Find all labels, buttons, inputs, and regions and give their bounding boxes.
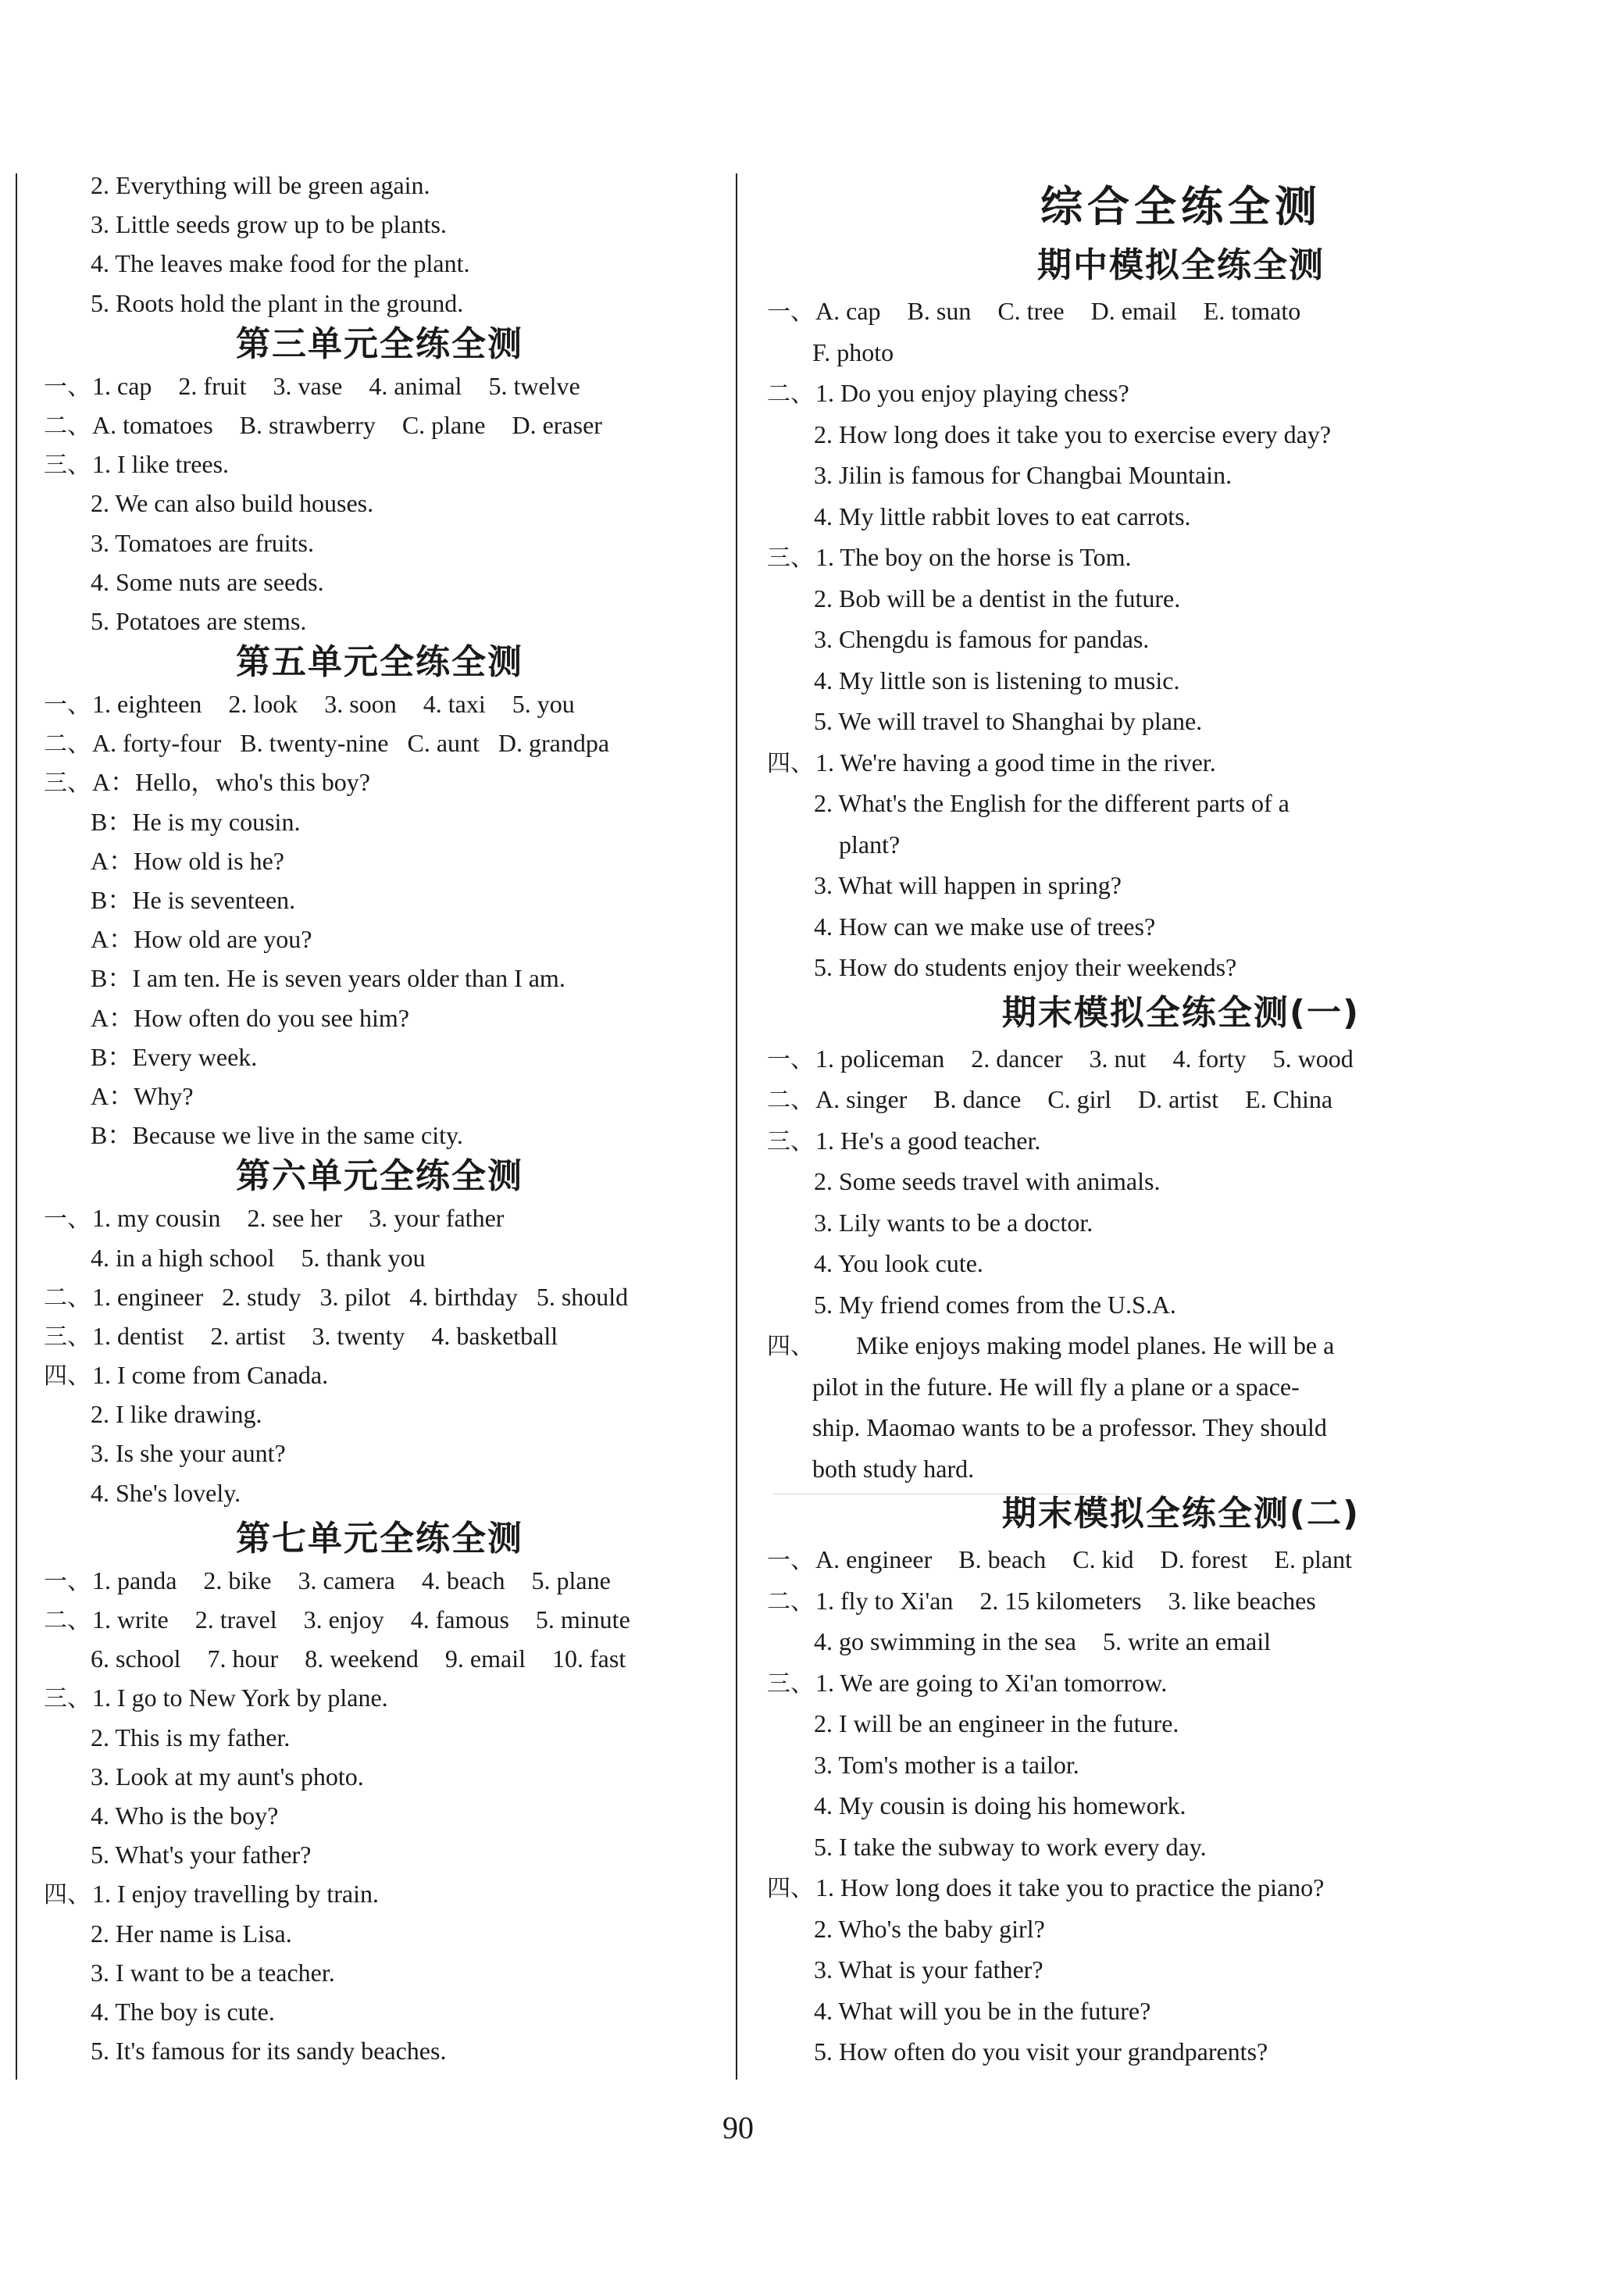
- answer-line: 3. I want to be a teacher.: [91, 1958, 335, 1987]
- answer-item: 2. 15 kilometers: [979, 1586, 1142, 1615]
- unit7-section: [44, 1517, 715, 2070]
- answer-line: [44, 1678, 715, 1717]
- answer-item: 1. The boy on the horse is Tom.: [815, 543, 1132, 571]
- page-number: 90: [722, 2110, 754, 2145]
- answer-line: 2. We can also build houses.: [91, 489, 374, 518]
- answer-line: [44, 1316, 715, 1355]
- answer-item: 1. We are going to Xi'an tomorrow.: [815, 1668, 1168, 1697]
- answer-line: 2. Her name is Lisa.: [91, 1919, 292, 1948]
- answer-item: 5. write an email: [1102, 1627, 1271, 1655]
- answer-item: 4. beach: [421, 1566, 505, 1594]
- answer-line: 3. What is your father?: [814, 1955, 1043, 1984]
- answer-item: A. singer: [815, 1085, 908, 1113]
- answer-line: 4. You look cute.: [814, 1249, 983, 1277]
- question-marker: 三、: [767, 1669, 814, 1698]
- answer-line: [44, 1600, 715, 1639]
- answer-item: 1. eighteen: [92, 690, 202, 719]
- answer-item: E. plant: [1274, 1545, 1352, 1573]
- answer-line: 4. The leaves make food for the plant.: [91, 249, 470, 278]
- answer-line: [44, 1639, 715, 1678]
- answer-line: [767, 373, 1595, 414]
- answer-line: [44, 1238, 715, 1277]
- answer-item: 1. How long does it take you to practice the piano?: [815, 1873, 1325, 1901]
- question-marker: 一、: [44, 1567, 91, 1595]
- answer-line: [767, 1539, 1595, 1580]
- answer-item: D. grandpa: [498, 729, 610, 758]
- left-column: [44, 166, 715, 2070]
- question-marker: 二、: [767, 380, 814, 408]
- dialogue-line: B：Every week.: [91, 1042, 258, 1071]
- answer-item: 1. I come from Canada.: [92, 1361, 329, 1390]
- answer-line: [767, 1867, 1595, 1909]
- answer-item: 1. panda: [92, 1566, 177, 1594]
- answer-line: 5. How often do you visit your grandparents?: [814, 2037, 1268, 2066]
- answer-item: 1. write: [92, 1605, 169, 1634]
- answer-line: 2. I will be an engineer in the future.: [814, 1709, 1179, 1737]
- answer-line: 3. What will happen in spring?: [814, 871, 1122, 899]
- question-marker: 一、: [767, 1045, 814, 1073]
- dialogue-line: A：How old is he?: [91, 846, 284, 875]
- question-marker: 二、: [767, 1087, 814, 1114]
- answer-item: 3. nut: [1089, 1044, 1147, 1073]
- answer-item: 4. birthday: [409, 1282, 518, 1311]
- answer-line: [767, 1662, 1595, 1704]
- answer-item: 3. soon: [324, 690, 397, 719]
- question-marker: 三、: [767, 1127, 814, 1155]
- question-marker: 一、: [767, 298, 814, 326]
- question-marker: 三、: [767, 545, 814, 572]
- answer-item: 4. animal: [369, 371, 462, 400]
- answer-line: 4. What will you be in the future?: [814, 1996, 1151, 2025]
- answer-item: B. sun: [907, 297, 972, 325]
- answer-line: 4. My cousin is doing his homework.: [814, 1791, 1186, 1819]
- answer-item: D. eraser: [512, 410, 602, 439]
- answer-item: 3. enjoy: [303, 1605, 384, 1634]
- answer-item: E. China: [1245, 1085, 1333, 1113]
- answer-item: 2. dancer: [971, 1044, 1063, 1073]
- answer-line: [767, 1079, 1595, 1120]
- answer-item: 3. twenty: [312, 1321, 405, 1350]
- answer-item: 2. see her: [247, 1204, 343, 1233]
- answer-line: 3. Tomatoes are fruits.: [91, 528, 314, 557]
- answer-line: 2. Who's the baby girl?: [814, 1914, 1045, 1943]
- answer-item: C. aunt: [407, 729, 480, 758]
- answer-line: [44, 405, 715, 445]
- answer-item: 2. look: [228, 690, 298, 719]
- answer-item: 1. I like trees.: [92, 450, 230, 479]
- answer-line: 3. Look at my aunt's photo.: [91, 1762, 364, 1791]
- answer-line: [767, 1325, 1595, 1366]
- answer-line: 2. Everything will be green again.: [91, 171, 430, 199]
- paragraph-line: ship. Maomao wants to be a professor. They should: [812, 1413, 1327, 1441]
- answer-item: 8. weekend: [305, 1644, 419, 1673]
- answer-line: [767, 742, 1595, 784]
- unit6-section: [44, 1155, 715, 1512]
- answer-item: C. kid: [1072, 1545, 1134, 1573]
- answer-line: [44, 445, 715, 484]
- answer-item: C. girl: [1047, 1085, 1112, 1113]
- answer-line: 5. I take the subway to work every day.: [814, 1832, 1207, 1861]
- unit2-answers-tail: [44, 166, 715, 323]
- answer-item: 7. hour: [207, 1644, 279, 1673]
- section-heading: 期中模拟全练全测: [1037, 245, 1325, 285]
- answer-line: 4. The boy is cute.: [91, 1997, 275, 2026]
- section-heading: 第七单元全练全测: [236, 1518, 523, 1559]
- answer-item: 1. He's a good teacher.: [815, 1126, 1041, 1155]
- answer-line: [767, 1621, 1595, 1662]
- question-marker: 二、: [767, 1587, 814, 1616]
- answer-item: 10. fast: [552, 1644, 626, 1673]
- question-marker: 四、: [44, 1881, 91, 1909]
- answer-item: E. tomato: [1203, 297, 1301, 325]
- answer-item: 2. travel: [194, 1605, 277, 1634]
- answer-line: 2. Bob will be a dentist in the future.: [814, 584, 1181, 612]
- question-marker: 四、: [44, 1362, 91, 1391]
- answer-item: 3. vase: [273, 371, 343, 400]
- section-heading: 期末模拟全练全测(二): [1001, 1494, 1361, 1534]
- answer-item: A. forty-four: [92, 729, 222, 758]
- final-exam-2-section: [767, 1489, 1595, 2073]
- answer-line: [767, 537, 1595, 578]
- answer-item: 5. plane: [531, 1566, 611, 1594]
- answer-line: 3. Lily wants to be a doctor.: [814, 1208, 1093, 1237]
- question-marker: 二、: [44, 1607, 91, 1634]
- answer-line: [44, 366, 715, 405]
- answer-item: B. dance: [933, 1085, 1022, 1113]
- paragraph-line: pilot in the future. He will fly a plane or a space-: [812, 1372, 1300, 1401]
- answer-line: 5. My friend comes from the U.S.A.: [814, 1290, 1176, 1319]
- answer-item: 3. pilot: [319, 1282, 391, 1311]
- answer-line: [44, 762, 715, 802]
- dialogue-line: A：How often do you see him?: [91, 1003, 409, 1032]
- answer-line: 3. Little seeds grow up to be plants.: [91, 210, 447, 239]
- answer-line: [767, 1038, 1595, 1080]
- answer-item: 1. policeman: [815, 1044, 945, 1073]
- answer-item: D. forest: [1160, 1545, 1248, 1573]
- answer-line: 5. What's your father?: [91, 1841, 312, 1869]
- question-marker: 二、: [44, 730, 91, 759]
- page-title: 综合全练全测: [1040, 182, 1322, 231]
- dialogue-line: B：I am ten. He is seven years older than I am.: [91, 964, 565, 993]
- answer-item: 4. in a high school: [91, 1243, 275, 1272]
- dialogue-line: B：He is my cousin.: [91, 807, 301, 836]
- question-marker: 四、: [767, 1333, 814, 1360]
- answer-item: 2. artist: [210, 1321, 286, 1350]
- dialogue-line: A：How old are you?: [91, 925, 312, 954]
- answer-item: C. plane: [401, 410, 486, 439]
- answer-line: [44, 1561, 715, 1600]
- answer-line: 5. How do students enjoy their weekends?: [814, 953, 1237, 981]
- section-heading: 第五单元全练全测: [236, 642, 523, 683]
- answer-item: 2. study: [222, 1282, 301, 1311]
- answer-line: 5. We will travel to Shanghai by plane.: [814, 707, 1203, 735]
- section-heading: 第六单元全练全测: [236, 1156, 523, 1197]
- answer-item: 5. you: [512, 690, 575, 719]
- question-marker: 一、: [44, 1205, 91, 1234]
- answer-item: 5. should: [536, 1282, 629, 1311]
- answer-line: plant?: [839, 830, 901, 859]
- question-marker: 二、: [44, 1284, 91, 1312]
- paragraph-line: both study hard.: [812, 1454, 975, 1483]
- question-marker: 四、: [767, 1875, 814, 1902]
- question-marker: 一、: [767, 1547, 814, 1574]
- answer-line: [44, 1277, 715, 1316]
- answer-line: 2. How long does it take you to exercise every day?: [814, 420, 1332, 448]
- answer-item: 1. cap: [92, 371, 152, 400]
- answer-line: 4. How can we make use of trees?: [814, 912, 1156, 941]
- answer-item: 3. your father: [369, 1204, 505, 1233]
- answer-line: 3. Jilin is famous for Changbai Mountain.: [814, 461, 1233, 489]
- answer-item: B. twenty-nine: [240, 729, 389, 758]
- answer-item: 1. Do you enjoy playing chess?: [815, 379, 1129, 407]
- answer-line: 5. Potatoes are stems.: [91, 606, 307, 635]
- answer-line: 4. Who is the boy?: [91, 1801, 279, 1830]
- section-heading: 期末模拟全练全测(一): [1001, 992, 1361, 1033]
- answer-item: D. email: [1090, 297, 1177, 325]
- answer-line: 4. Some nuts are seeds.: [91, 567, 324, 596]
- answer-item: 4. go swimming in the sea: [814, 1627, 1076, 1655]
- answer-item: 2. fruit: [178, 371, 247, 400]
- answer-item: 1. We're having a good time in the river.: [815, 748, 1216, 777]
- answer-line: 3. Tom's mother is a tailor.: [814, 1750, 1079, 1779]
- answer-item: 3. camera: [298, 1566, 395, 1594]
- answer-line: 5. Roots hold the plant in the ground.: [91, 288, 464, 317]
- question-marker: 二、: [44, 412, 91, 440]
- answer-line: [44, 1198, 715, 1237]
- dialogue-line: B：Because we live in the same city.: [91, 1121, 463, 1150]
- answer-line: [767, 291, 1595, 332]
- answer-line: F. photo: [812, 337, 894, 366]
- answer-item: 4. taxi: [423, 690, 486, 719]
- question-marker: 三、: [44, 452, 91, 480]
- answer-item: 5. thank you: [301, 1243, 426, 1272]
- question-marker: 一、: [44, 691, 91, 720]
- answer-line: 2. What's the English for the different parts of a: [814, 789, 1290, 817]
- question-marker: 四、: [767, 749, 814, 777]
- question-marker: 一、: [44, 373, 91, 401]
- answer-line: [44, 1355, 715, 1394]
- answer-item: 1. I go to New York by plane.: [92, 1684, 388, 1712]
- answer-item: 5. wood: [1272, 1044, 1354, 1073]
- answer-line: 3. Is she your aunt?: [91, 1439, 286, 1468]
- answer-item: 1. my cousin: [92, 1204, 221, 1233]
- answer-item: 1. dentist: [92, 1321, 184, 1350]
- answer-item: B. strawberry: [239, 410, 376, 439]
- dialogue-line: B：He is seventeen.: [91, 886, 296, 914]
- answer-line: [44, 684, 715, 723]
- unit3-section: [44, 323, 715, 641]
- answer-item: 1. fly to Xi'an: [815, 1586, 954, 1615]
- left-margin-rule: [16, 173, 17, 2080]
- answer-item: 4. forty: [1172, 1044, 1247, 1073]
- answer-item: 5. minute: [535, 1605, 630, 1634]
- answer-line: 5. It's famous for its sandy beaches.: [91, 2037, 447, 2066]
- question-marker: 三、: [44, 1323, 91, 1351]
- dialogue-line: A：Why?: [91, 1081, 194, 1110]
- midterm-section: [767, 241, 1595, 988]
- answer-item: 6. school: [91, 1644, 181, 1673]
- answer-item: 3. like beaches: [1168, 1586, 1316, 1615]
- answer-line: 2. This is my father.: [91, 1723, 291, 1751]
- paragraph-line: Mike enjoys making model planes. He will be a: [856, 1331, 1335, 1359]
- answer-item: A. engineer: [815, 1545, 933, 1573]
- answer-item: A. cap: [815, 297, 881, 325]
- answer-line: 2. I like drawing.: [91, 1400, 262, 1429]
- unit5-section: [44, 641, 715, 1155]
- answer-item: 1. I enjoy travelling by train.: [92, 1880, 380, 1909]
- answer-item: D. artist: [1138, 1085, 1219, 1113]
- answer-item: 5. twelve: [488, 371, 580, 400]
- answer-line: [44, 1874, 715, 1913]
- answer-item: 4. basketball: [431, 1321, 558, 1350]
- answer-item: A. tomatoes: [92, 410, 213, 439]
- answer-item: C. tree: [997, 297, 1065, 325]
- column-divider: [736, 173, 737, 2080]
- answer-line: 2. Some seeds travel with animals.: [814, 1167, 1161, 1195]
- answer-line: [767, 1120, 1595, 1162]
- section-heading: 第三单元全练全测: [236, 323, 523, 364]
- right-column: [767, 173, 1595, 2073]
- question-marker: 三、: [44, 769, 91, 798]
- answer-line: 4. My little son is listening to music.: [814, 666, 1180, 695]
- answer-line: [44, 723, 715, 762]
- final-exam-1-section: [767, 988, 1595, 1490]
- answer-line: [767, 1580, 1595, 1622]
- answer-item: 2. bike: [203, 1566, 272, 1594]
- question-marker: 三、: [44, 1685, 91, 1713]
- answer-item: 1. engineer: [92, 1282, 204, 1311]
- answer-item: 9. email: [444, 1644, 526, 1673]
- answer-line: 3. Chengdu is famous for pandas.: [814, 625, 1150, 653]
- answer-item: 4. famous: [410, 1605, 509, 1634]
- answer-line: 4. She's lovely.: [91, 1478, 241, 1507]
- answer-item: B. beach: [958, 1545, 1047, 1573]
- answer-line: 4. My little rabbit loves to eat carrots.: [814, 502, 1191, 530]
- dialogue-line: A：Hello，who's this boy?: [92, 768, 370, 797]
